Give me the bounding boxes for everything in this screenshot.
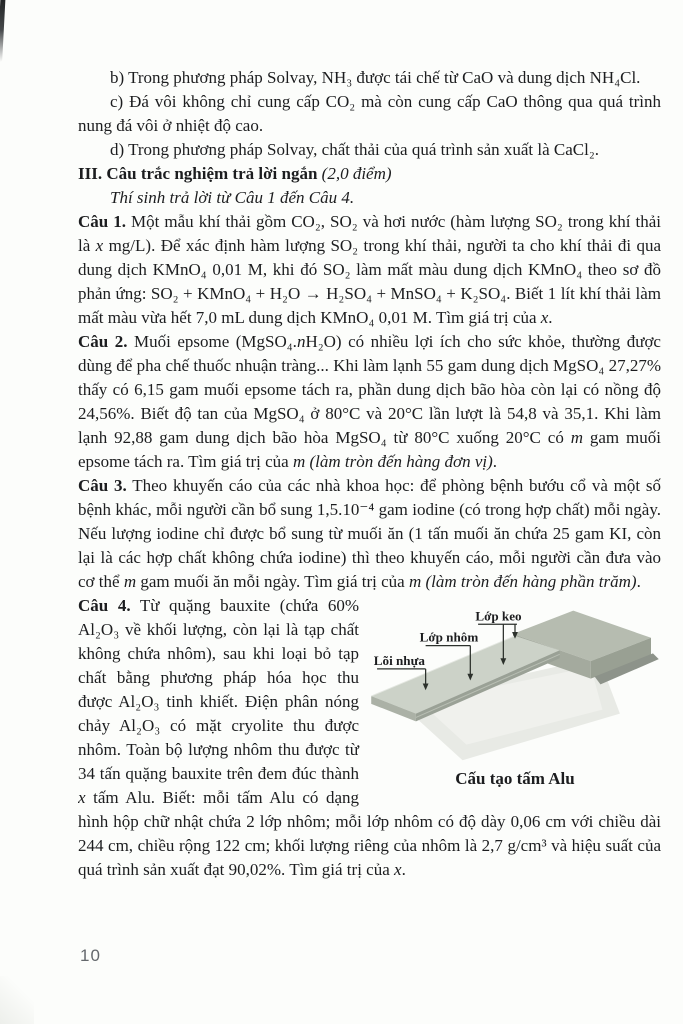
section-iii-instruction: Thí sinh trả lời từ Câu 1 đến Câu 4. [110, 188, 355, 207]
statement-d: d) Trong phương pháp Solvay, chất thải của quá trình sản xuất là CaCl₂. [110, 140, 600, 159]
question-3: Câu 3. Theo khuyến cáo của các nhà khoa học: để phòng bệnh bướu cổ và một số bệnh khác, mỗi người cần bổ sung 1,5.10⁻⁴ gam iodine (có trong hợp chất) mỗi ngày. Nếu lượng iodine chỉ được bổ sung từ muối ăn (1 tấn muối ăn chứa 25 gam KI, còn lại là các hợp chất không chứa iodine) thì theo khuyến cáo, mỗi người cần đưa vào cơ thể m gam muối ăn mỗi ngày. Tìm giá trị của m (làm tròn đến hàng phần trăm). [78, 476, 661, 591]
page-number: 10 [80, 946, 101, 965]
alu-panel-illustration [369, 597, 661, 767]
figure-label-glue-layer: Lớp keo [475, 608, 522, 624]
page-content [78, 66, 661, 882]
scan-artifact-top-left [0, 0, 6, 62]
question-4-block [78, 594, 661, 882]
question-2: Câu 2. Muối epsome (MgSO₄.nH₂O) có nhiều lợi ích cho sức khỏe, thường được dùng để pha chế thuốc nhuận tràng... Khi làm lạnh 55 gam dung dịch MgSO₄ 27,27% thấy có 6,15 gam muối epsome tách ra, phần dung dịch bão hòa còn lại có nồng độ 24,56%. Biết độ tan của MgSO₄ ở 80°C và 20°C lần lượt là 54,8 và 35,1. Khi làm lạnh 92,88 gam dung dịch bão hòa MgSO₄ từ 80°C xuống 20°C có m gam muối epsome tách ra. Tìm giá trị của m (làm tròn đến hàng đơn vị). [78, 332, 661, 471]
figure-label-plastic-core: Lõi nhựa [373, 653, 426, 668]
question-1: Câu 1. Một mẫu khí thải gồm CO₂, SO₂ và hơi nước (hàm lượng SO₂ trong khí thải là x mg/L). Để xác định hàm lượng SO₂ trong khí thải, người ta cho khí thải đi qua dung dịch KMnO₄ 0,01 M, khi đó SO₂ làm mất màu dung dịch KMnO₄ theo sơ đồ phản ứng: SO₂ + KMnO₄ + H₂O → H₂SO₄ + MnSO₄ + K₂SO₄. Biết 1 lít khí thải làm mất màu vừa hết 7,0 mL dung dịch KMnO₄ 0,01 M. Tìm giá trị của x. [78, 212, 662, 327]
statement-b: b) Trong phương pháp Solvay, NH₃ được tái chế từ CaO và dung dịch NH₄Cl. [110, 68, 641, 87]
figure-label-aluminum-layer: Lớp nhôm [419, 629, 479, 645]
alu-panel-figure [369, 597, 661, 790]
scan-artifact-bottom-left [0, 976, 34, 1024]
section-iii-heading: III. Câu trắc nghiệm trả lời ngắn (2,0 điểm) [78, 164, 392, 183]
statement-c: c) Đá vôi không chỉ cung cấp CO₂ mà còn cung cấp CaO thông qua quá trình nung đá vôi ở nhiệt độ cao. [78, 92, 661, 135]
figure-caption: Cấu tạo tấm Alu [455, 769, 575, 788]
question-4: Câu 4. Từ quặng bauxite (chứa 60% Al₂O₃ về khối lượng, còn lại là tạp chất không chứa nhôm), sau khi loại bỏ tạp chất bằng phương pháp hóa học thu được Al₂O₃ tinh khiết. Điện phân nóng chảy Al₂O₃ có mặt cryolite thu được nhôm. Toàn bộ lượng nhôm thu được từ 34 tấn quặng bauxite trên đem đúc thành x tấm Alu. Biết: mỗi tấm Alu có dạng hình hộp chữ nhật chứa 2 lớp nhôm; mỗi lớp nhôm có độ dày 0,06 cm với chiều dài 244 cm, chiều rộng 122 cm; khối lượng riêng của nhôm là 2,7 g/cm³ và hiệu suất của quá trình sản xuất đạt 90,02%. Tìm giá trị của x. [78, 596, 661, 879]
